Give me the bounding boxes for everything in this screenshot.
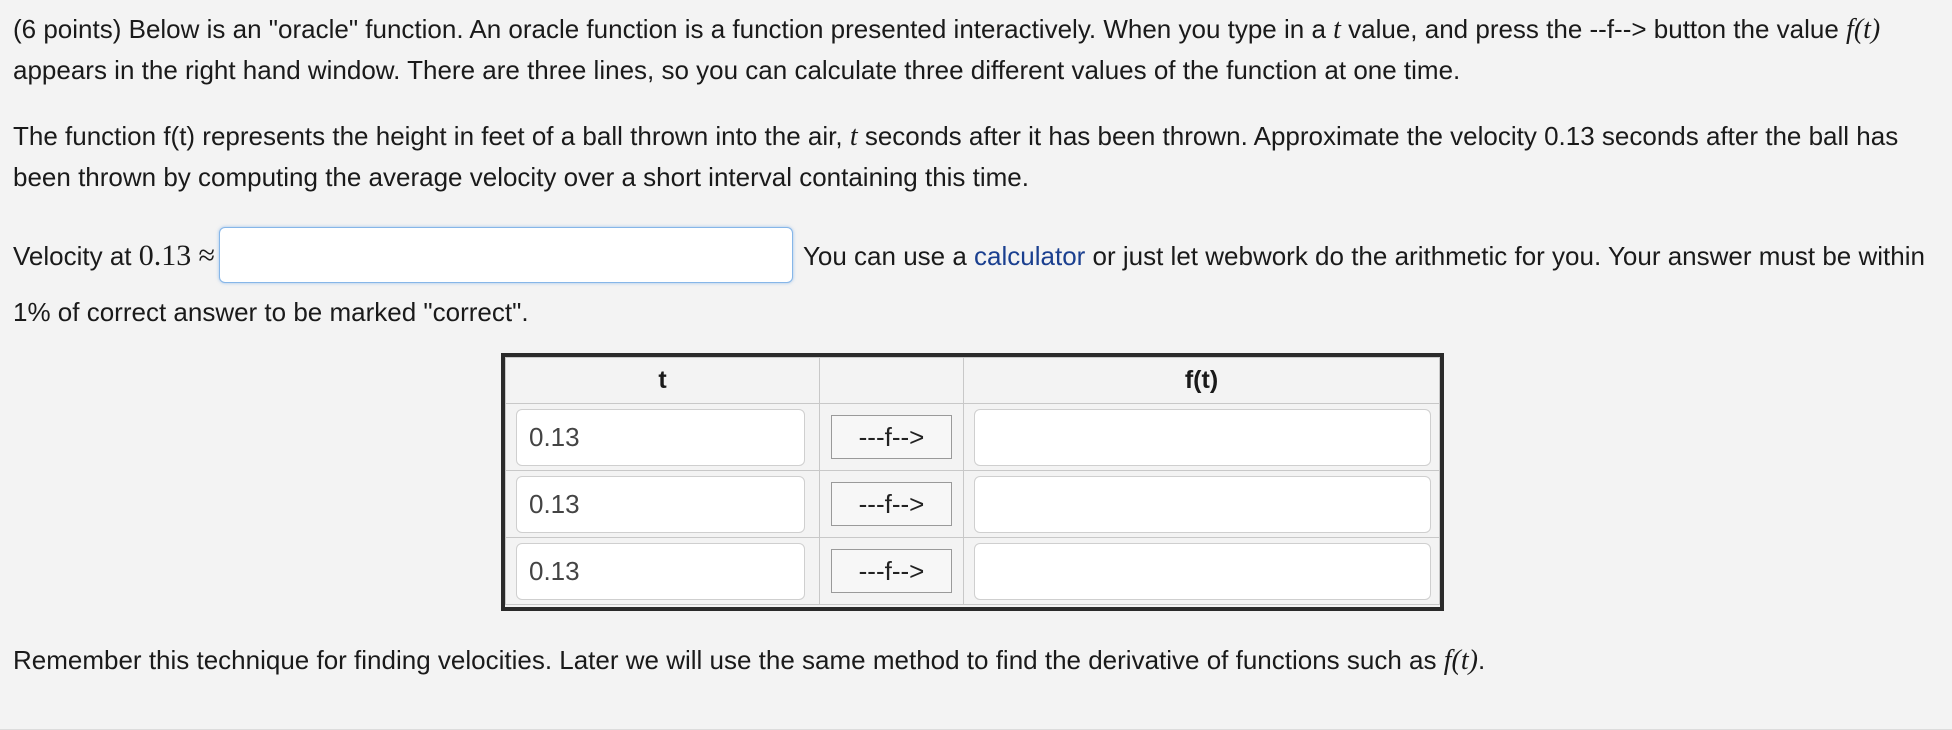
velocity-time-value: 0.13 (138, 239, 192, 272)
intro-text-2: value, and press the --f--> button the value (1340, 14, 1847, 44)
evaluate-f-button[interactable]: ---f--> (831, 549, 952, 593)
button-cell (820, 404, 964, 471)
button-column-header (820, 358, 964, 404)
f-output-field[interactable] (974, 543, 1431, 600)
ft-column-header: f(t) (964, 358, 1440, 404)
intro-text-1: (6 points) Below is an "oracle" function. An oracle function is a function presented interactively. When you type in a (13, 14, 1334, 44)
t-input[interactable] (516, 543, 805, 600)
math-f-of-t: f(t) (1846, 14, 1881, 45)
problem-intro (13, 9, 1942, 91)
velocity-question (13, 230, 1942, 338)
f-output-field[interactable] (974, 409, 1431, 466)
closing-text-2: . (1477, 645, 1486, 675)
calculator-link[interactable]: calculator (974, 241, 1086, 271)
oracle-row (506, 404, 1440, 471)
math-f-of-t: f(t) (1443, 645, 1478, 676)
oracle-function-table (501, 353, 1444, 611)
intro-text-3: appears in the right hand window. There are three lines, so you can calculate three different values of the function at one time. (13, 55, 1461, 85)
velocity-answer-input[interactable] (219, 227, 793, 283)
oracle-row (506, 471, 1440, 538)
velocity-label: Velocity at (13, 241, 132, 271)
t-cell (506, 538, 820, 605)
output-cell (964, 471, 1440, 538)
math-t: t (1333, 14, 1341, 45)
description-text-1: The function f(t) represents the height in feet of a ball thrown into the air, (13, 121, 850, 151)
t-input[interactable] (516, 409, 805, 466)
button-cell (820, 538, 964, 605)
f-output-field[interactable] (974, 476, 1431, 533)
closing-text-1: Remember this technique for finding velocities. Later we will use the same method to find the derivative of functions such as (13, 645, 1444, 675)
t-cell (506, 471, 820, 538)
output-cell (964, 538, 1440, 605)
t-column-header: t (506, 358, 820, 404)
evaluate-f-button[interactable]: ---f--> (831, 415, 952, 459)
t-input[interactable] (516, 476, 805, 533)
output-cell (964, 404, 1440, 471)
problem-description (13, 116, 1942, 198)
help-text-1: You can use a (802, 241, 975, 271)
closing-remark (13, 640, 1942, 681)
button-cell (820, 471, 964, 538)
math-t: t (849, 121, 858, 152)
oracle-row (506, 538, 1440, 605)
evaluate-f-button[interactable]: ---f--> (831, 482, 952, 526)
t-cell (506, 404, 820, 471)
approx-symbol: ≈ (198, 239, 215, 272)
description-text-2: seconds after it has been thrown. Approximate the velocity 0.13 seconds after the ball has been thrown by computing the average velocity over a short interval containing this time. (13, 121, 1899, 192)
help-text-2: or just let webwork do the arithmetic for you. Your answer must be within 1% of correct answer to be marked "correct". (13, 241, 1925, 328)
